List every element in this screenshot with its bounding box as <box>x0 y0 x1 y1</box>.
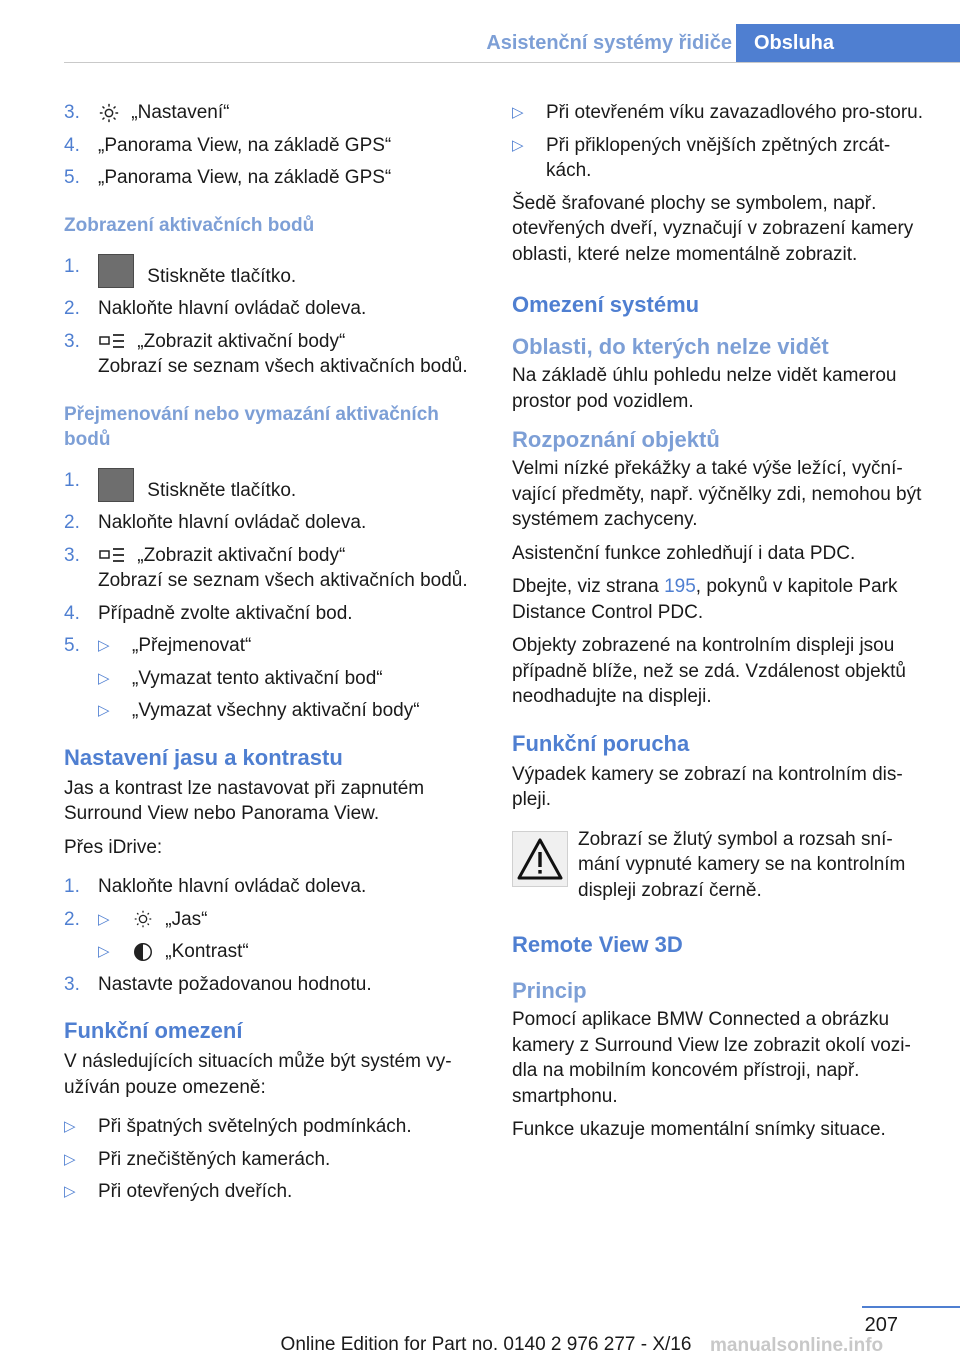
list-item <box>64 1179 476 1205</box>
bullet-triangle-icon: ▷ <box>98 943 110 960</box>
list-text: „Panorama View, na základě GPS“ <box>98 134 392 156</box>
watermark: manualsonline.info <box>710 1335 884 1356</box>
list-item <box>64 133 476 159</box>
bullet-triangle-icon: ▷ <box>64 1183 76 1200</box>
header-divider <box>64 62 960 63</box>
list-text: Při otevřeném víku zavazadlového pro-storu. <box>546 102 924 123</box>
list-number: 3. <box>64 330 80 352</box>
brightness-icon <box>132 908 154 930</box>
list-item <box>64 601 476 627</box>
warning-block <box>512 827 928 904</box>
list-text: Nakloňte hlavní ovládač doleva. <box>98 512 367 533</box>
paragraph: Šedě šrafované plochy se symbolem, např. otevřených dveří, vyznačují v zobrazení kamery oblasti, které nelze momentálně zobrazit. <box>512 192 914 265</box>
right-column <box>512 100 928 1151</box>
bullet-triangle-icon: ▷ <box>512 104 524 121</box>
bullet-triangle-icon: ▷ <box>64 1150 76 1168</box>
footer-divider <box>862 1306 960 1308</box>
list-text: „Kontrast“ <box>165 941 249 962</box>
activation-points-icon <box>98 544 126 566</box>
heading-brightness: Nastavení jasu a kontrastu <box>64 744 343 770</box>
list-item <box>64 543 476 594</box>
subheading-activation: Zobrazení aktivačních bodů <box>64 214 315 236</box>
paragraph <box>512 574 928 625</box>
list-item <box>64 666 476 692</box>
heading-object-detection: Rozpoznání objektů <box>512 427 720 452</box>
list-number: 2. <box>64 298 80 319</box>
list-item <box>64 907 476 933</box>
list-number: 4. <box>64 134 80 156</box>
paragraph: Jas a kontrast lze nastavovat při zapnutém Surround View nebo Panorama View. <box>64 777 425 824</box>
camera-button-icon <box>98 254 134 288</box>
list-item <box>64 100 476 126</box>
bullet-triangle-icon: ▷ <box>512 136 524 154</box>
paragraph: Velmi nízké překážky a také výše ležící, vyční-vající předměty, např. výčnělky zdi, nemohou být systémem zachyceny. <box>512 458 922 530</box>
list-text: Nakloňte hlavní ovládač doleva. <box>98 298 367 319</box>
gear-icon <box>98 102 120 124</box>
heading-blind-areas: Oblasti, do kterých nelze vidět <box>512 334 829 359</box>
paragraph: V následujících situacích může být systém vy-užíván pouze omezeně: <box>64 1051 452 1098</box>
list-number: 2. <box>64 512 80 533</box>
list-text: „Vymazat všechny aktivační body“ <box>132 700 420 721</box>
list-text: Při přiklopených vnějších zpětných zrcát-kách. <box>546 134 891 181</box>
heading-limits: Funkční omezení <box>64 1018 243 1043</box>
paragraph: Funkce ukazuje momentální snímky situace. <box>512 1119 886 1140</box>
warning-text: Zobrazí se žlutý symbol a rozsah sní-mání vypnuté kamery se na kontrolním displeji zobrazí černě. <box>578 828 906 901</box>
list-text: Při špatných světelných podmínkách. <box>98 1116 412 1137</box>
list-text: „Jas“ <box>165 908 208 930</box>
bullet-triangle-icon: ▷ <box>98 910 110 928</box>
heading-principle: Princip <box>512 978 587 1003</box>
list-item <box>64 633 476 659</box>
list-number: 3. <box>64 544 80 566</box>
list-extra: Zobrazí se seznam všech aktivačních bodů. <box>98 356 468 377</box>
list-text: Při znečištěných kamerách. <box>98 1148 331 1170</box>
heading-remote-view: Remote View 3D <box>512 932 683 957</box>
bullet-triangle-icon: ▷ <box>98 637 110 654</box>
page-link[interactable]: 195 <box>664 576 696 597</box>
list-number: 1. <box>64 255 80 277</box>
list-number: 1. <box>64 469 80 491</box>
footer-edition: Online Edition for Part no. 0140 2 976 277 - X/16 <box>280 1334 692 1355</box>
list-item <box>64 874 476 900</box>
list-item <box>64 972 476 998</box>
paragraph: Na základě úhlu pohledu nelze vidět kamerou prostor pod vozidlem. <box>512 365 897 412</box>
list-item <box>64 468 476 504</box>
paragraph: Asistenční funkce zohledňují i data PDC. <box>512 542 856 564</box>
heading-system-limits: Omezení systému <box>512 292 700 317</box>
list-text: „Zobrazit aktivační body“ <box>137 544 346 566</box>
list-item <box>64 698 476 724</box>
subheading-rename: Přejmenování nebo vymazání aktivačních bodů <box>64 403 439 450</box>
list-number: 2. <box>64 908 80 930</box>
header-section-title: Asistenční systémy řidiče <box>486 32 732 54</box>
list-text: „Vymazat tento aktivační bod“ <box>132 667 383 689</box>
list-item <box>64 296 476 322</box>
list-item <box>64 254 476 290</box>
paragraph: Výpadek kamery se zobrazí na kontrolním dis-pleji. <box>512 763 903 810</box>
list-item <box>512 100 928 126</box>
bullet-triangle-icon: ▷ <box>98 669 110 687</box>
list-number: 5. <box>64 635 80 656</box>
list-item <box>64 329 476 380</box>
list-number: 3. <box>64 973 80 995</box>
header-chapter-tab: Obsluha <box>736 24 960 62</box>
list-text: „Panorama View, na základě GPS“ <box>98 167 392 188</box>
list-text: „Zobrazit aktivační body“ <box>137 330 346 352</box>
list-text: „Nastavení“ <box>131 102 230 123</box>
camera-button-icon <box>98 468 134 502</box>
list-text: „Přejmenovat“ <box>132 635 252 656</box>
bullet-triangle-icon: ▷ <box>64 1118 76 1135</box>
paragraph: Pomocí aplikace BMW Connected a obrázku kamery z Surround View lze zobrazit okolí vozi-dla na mobilním koncovém přístroji, např. smartphonu. <box>512 1009 911 1107</box>
paragraph-text: , pokynů v kapitole Park Distance Control PDC. <box>512 576 898 623</box>
paragraph-text: Dbejte, viz strana <box>512 576 665 597</box>
list-item <box>64 165 476 191</box>
list-extra: Zobrazí se seznam všech aktivačních bodů. <box>98 570 468 591</box>
warning-triangle-icon <box>512 831 568 887</box>
list-item <box>64 1114 476 1140</box>
paragraph: Objekty zobrazené na kontrolním displeji jsou případně blíže, než se zdá. Vzdálenost objektů neodhadujte na displeji. <box>512 635 906 707</box>
contrast-icon <box>132 941 154 963</box>
list-item <box>64 1147 476 1173</box>
left-column <box>64 100 476 1212</box>
list-item <box>512 133 928 184</box>
list-number: 4. <box>64 602 80 624</box>
list-text: Nakloňte hlavní ovládač doleva. <box>98 876 367 897</box>
list-item <box>64 939 476 965</box>
bullet-triangle-icon: ▷ <box>98 702 110 719</box>
list-number: 3. <box>64 102 80 123</box>
list-number: 5. <box>64 167 80 188</box>
list-text: Stiskněte tlačítko. <box>147 479 297 501</box>
list-text: Případně zvolte aktivační bod. <box>98 602 353 624</box>
list-text: Nastavte požadovanou hodnotu. <box>98 973 372 995</box>
list-text: Při otevřených dveřích. <box>98 1181 293 1202</box>
page-number: 207 <box>864 1314 898 1336</box>
list-number: 1. <box>64 876 80 897</box>
list-item <box>64 510 476 536</box>
heading-fault: Funkční porucha <box>512 730 690 756</box>
paragraph: Přes iDrive: <box>64 836 163 858</box>
list-text: Stiskněte tlačítko. <box>147 265 297 287</box>
activation-points-icon <box>98 330 126 352</box>
